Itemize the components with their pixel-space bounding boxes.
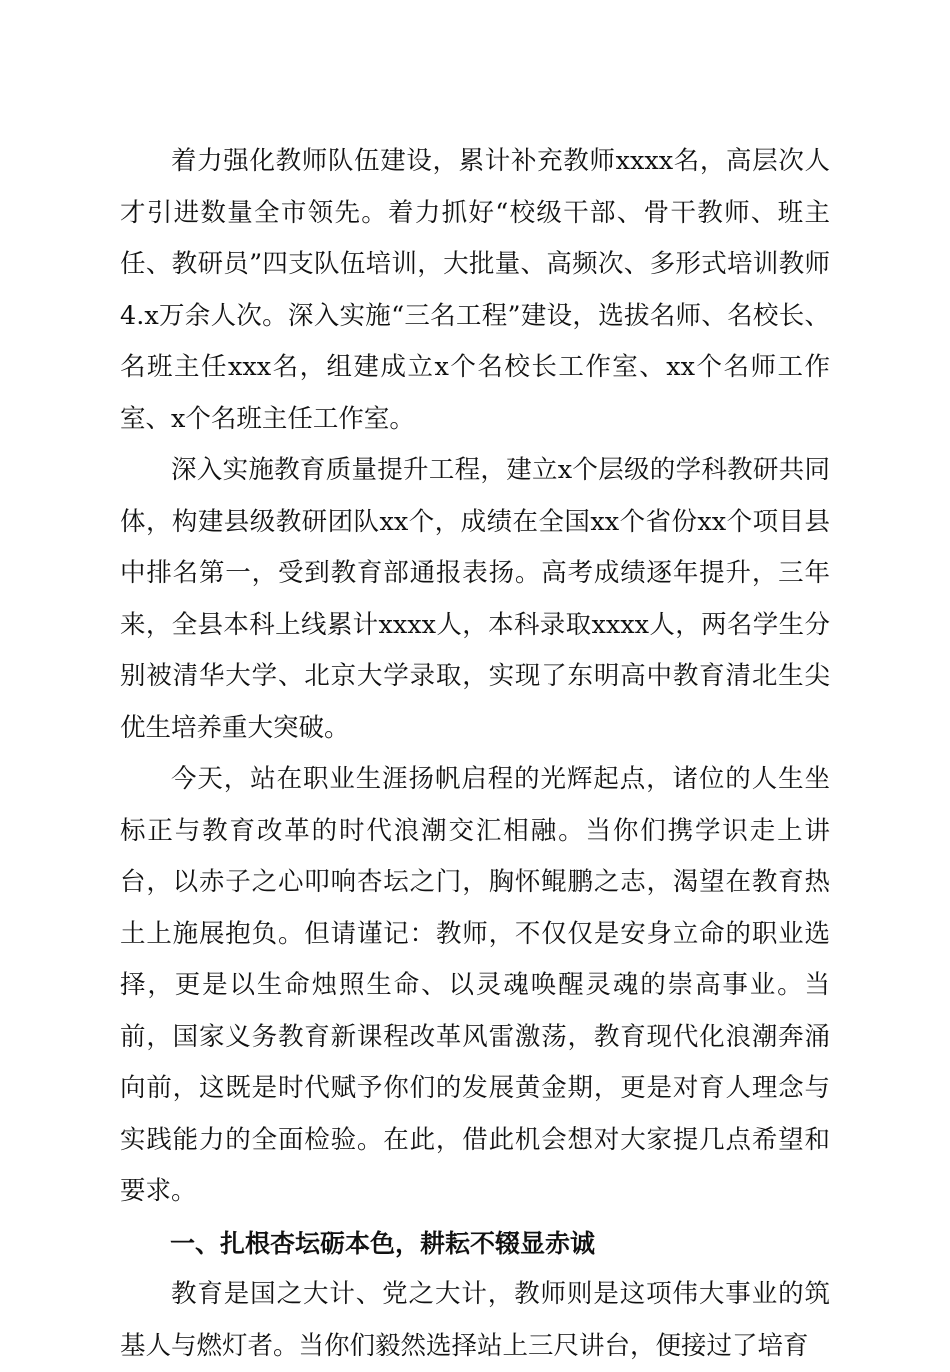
paragraph-education-quality: 深入实施教育质量提升工程，建立x个层级的学科教研共同体，构建县级教研团队xx个，成绩在全国xx个省份xx个项目县中排名第一，受到教育部通报表扬。高考成绩逐年提升，三年来，全县本科上线累计xxxx人，本科录取xxxx人，两名学生分别被清华大学、北京大学录取，实现了东明高中教育清北生尖优生培养重大突破。 [120, 455, 830, 743]
paragraph-education-importance: 教育是国之大计、党之大计，教师则是这项伟大事业的筑基人与燃灯者。当你们毅然选择站上三尺讲台，便接过了培育 [120, 1279, 830, 1361]
document-body [120, 136, 830, 1372]
paragraph-career-start: 今天，站在职业生涯扬帆启程的光辉起点，诸位的人生坐标正与教育改革的时代浪潮交汇相融。当你们携学识走上讲台，以赤子之心叩响杏坛之门，胸怀鲲鹏之志，渴望在教育热土上施展抱负。但请谨记：教师，不仅仅是安身立命的职业选择，更是以生命烛照生命、以灵魂唤醒灵魂的崇高事业。当前，国家义务教育新课程改革风雷激荡，教育现代化浪潮奔涌向前，这既是时代赋予你们的发展黄金期，更是对育人理念与实践能力的全面检验。在此，借此机会想对大家提几点希望和要求。 [120, 764, 830, 1206]
paragraph-teacher-team: 着力强化教师队伍建设，累计补充教师xxxx名，高层次人才引进数量全市领先。着力抓好“校级干部、骨干教师、班主任、教研员”四支队伍培训，大批量、高频次、多形式培训教师4.x万余人次。深入实施“三名工程”建设，选拔名师、名校长、名班主任xxx名，组建成立x个名校长工作室、xx个名师工作室、x个名班主任工作室。 [120, 146, 830, 434]
section-heading-1: 一、扎根杏坛砺本色，耕耘不辍显赤诚 [170, 1228, 596, 1258]
